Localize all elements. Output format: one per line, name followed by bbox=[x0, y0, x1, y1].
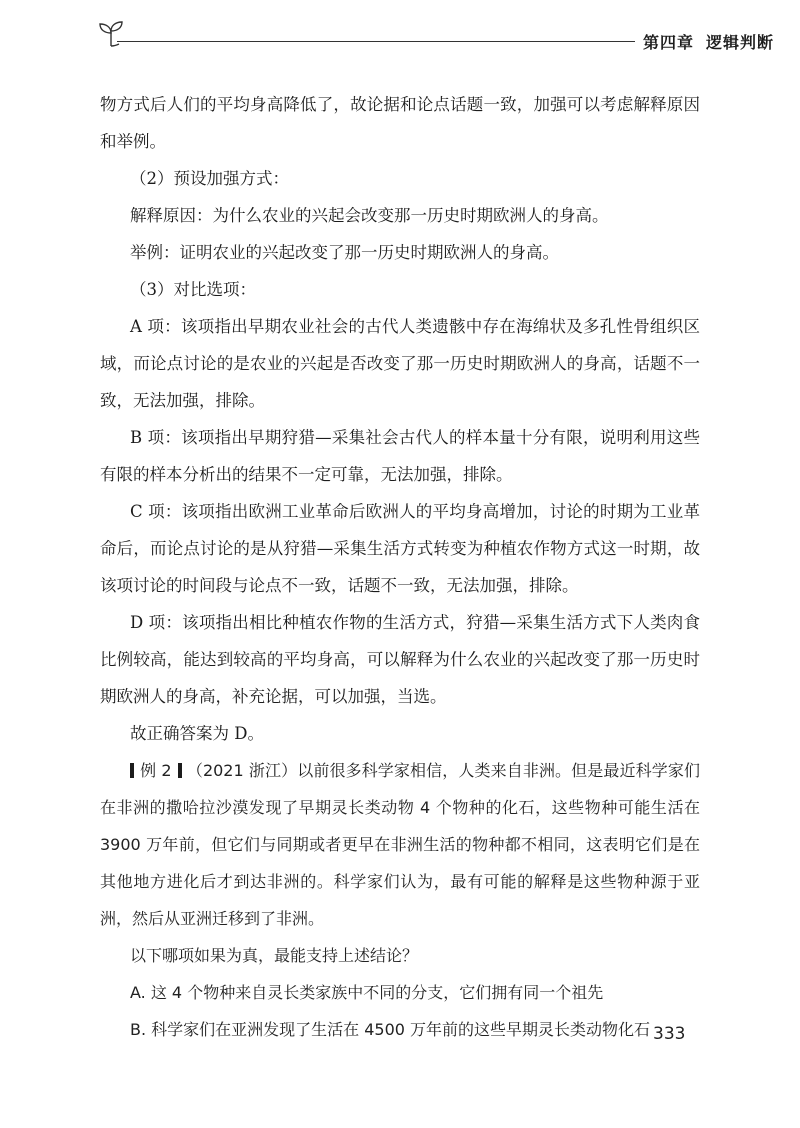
option-analysis-c: C 项：该项指出欧洲工业革命后欧洲人的平均身高增加，讨论的时期为工业革命后，而论点讨论的是从狩猎—采集生活方式转变为种植农作物方式这一时期，故该项讨论的时间段与论点不一致，话题不一致，无法加强，排除。 bbox=[100, 502, 700, 595]
paragraph: （3）对比选项： bbox=[130, 280, 256, 299]
option-analysis-b: B 项：该项指出早期狩猎—采集社会古代人的样本量十分有限，说明利用这些有限的样本分析出的结果不一定可靠，无法加强，排除。 bbox=[100, 428, 700, 484]
option-analysis-d: D 项：该项指出相比种植农作物的生活方式，狩猎—采集生活方式下人类肉食比例较高，能达到较高的平均身高，可以解释为什么农业的兴起改变了那一历史时期欧洲人的身高，补充论据，可以加强，当选。 bbox=[100, 613, 700, 706]
answer-statement: 故正确答案为 D。 bbox=[130, 724, 264, 743]
page-header bbox=[95, 14, 775, 54]
answer-option-b: B. 科学家们在亚洲发现了生活在 4500 万年前的这些早期灵长类动物化石 bbox=[130, 1020, 651, 1039]
header-rule bbox=[117, 41, 635, 42]
example-question bbox=[100, 752, 700, 937]
page-number: 333 bbox=[653, 1024, 686, 1044]
chapter-name: 逻辑判断 bbox=[706, 33, 775, 52]
example-marker-right bbox=[178, 763, 182, 778]
question-stem: 以下哪项如果为真，最能支持上述结论？ bbox=[130, 946, 419, 965]
paragraph: 物方式后人们的平均身高降低了，故论据和论点话题一致，加强可以考虑解释原因和举例。 bbox=[100, 95, 700, 151]
chapter-title bbox=[643, 30, 774, 53]
chapter-number: 第四章 bbox=[643, 33, 695, 52]
page-body bbox=[100, 86, 700, 1048]
paragraph: 举例：证明农业的兴起改变了那一历史时期欧洲人的身高。 bbox=[130, 243, 559, 262]
paragraph: 解释原因：为什么农业的兴起会改变那一历史时期欧洲人的身高。 bbox=[130, 206, 609, 225]
sprout-icon bbox=[95, 18, 127, 48]
example-label: 例 2 bbox=[140, 761, 172, 780]
example-text: （2021 浙江）以前很多科学家相信，人类来自非洲。但是最近科学家们在非洲的撒哈拉沙漠发现了早期灵长类动物 4 个物种的化石，这些物种可能生活在 3900 万年前，但它们与同期或者更早在非洲生活的物种都不相同，这表明它们是在其他地方进化后才到达非洲的。科学家们认为，最有可能的解释是这些物种源于亚洲，然后从亚洲迁移到了非洲。 bbox=[100, 761, 700, 928]
example-marker-left bbox=[130, 763, 134, 778]
answer-option-a: A. 这 4 个物种来自灵长类家族中不同的分支，它们拥有同一个祖先 bbox=[130, 983, 604, 1002]
paragraph: （2）预设加强方式： bbox=[130, 169, 289, 188]
option-analysis-a: A 项：该项指出早期农业社会的古代人类遗骸中存在海绵状及多孔性骨组织区域，而论点讨论的是农业的兴起是否改变了那一历史时期欧洲人的身高，话题不一致，无法加强，排除。 bbox=[100, 317, 700, 410]
